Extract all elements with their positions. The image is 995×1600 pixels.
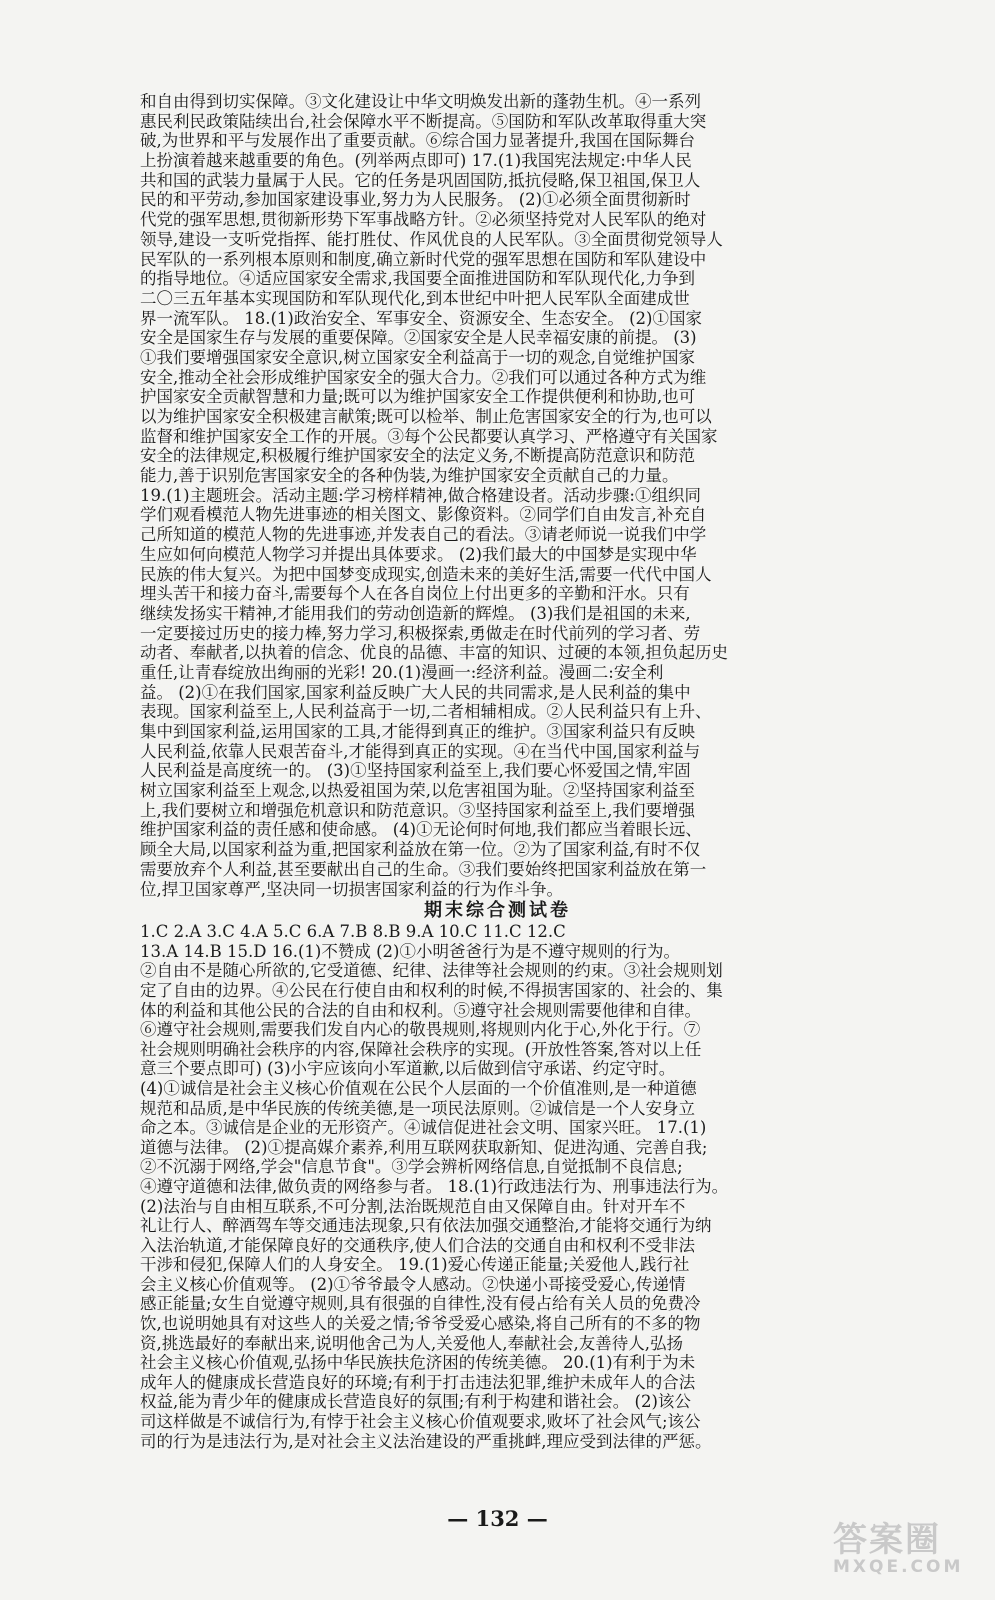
text-line: 干涉和侵犯,保障人们的人身安全。 19.(1)爱心传递正能量;关爱他人,践行社	[140, 1255, 690, 1275]
site-watermark-logo	[833, 1512, 973, 1582]
text-line: 顾全大局,以国家利益为重,把国家利益放在第一位。②为了国家利益,有时不仅	[140, 840, 701, 860]
text-line: ⑥遵守社会规则,需要我们发自内心的敬畏规则,将规则内化于心,外化于行。⑦	[140, 1020, 701, 1040]
exam-title: 期末综合测试卷	[424, 900, 571, 922]
text-line: 会主义核心价值观等。 (2)①爷爷最令人感动。②快递小哥接受爱心,传递情	[140, 1274, 686, 1294]
text-line: 惠民利民政策陆续出台,社会保障水平不断提高。⑤国防和军队改革取得重大突	[140, 111, 707, 131]
answer-section-final-exam	[140, 922, 855, 1451]
text-line: ②自由不是随心所欲的,它受道德、纪律、法律等社会规则的约束。③社会规则划	[140, 961, 723, 981]
text-line: (2)法治与自由相互联系,不可分割,法治既规范自由又保障自由。针对开车不	[140, 1196, 686, 1216]
text-line: ②不沉溺于网络,学会"信息节食"。③学会辨析网络信息,自觉抵制不良信息;	[140, 1157, 683, 1177]
text-line: 人民利益,依靠人民艰苦奋斗,才能得到真正的实现。④在当代中国,国家利益与	[140, 741, 701, 761]
text-line: 和自由得到切实保障。③文化建设让中华文明焕发出新的蓬勃生机。④一系列	[140, 92, 701, 111]
text-line: 1.C 2.A 3.C 4.A 5.C 6.A 7.B 8.B 9.A 10.C 11.C 12.C	[140, 922, 566, 942]
text-line: 共和国的武装力量属于人民。它的任务是巩固国防,抵抗侵略,保卫祖国,保卫人	[140, 170, 701, 190]
text-line: 维护国家利益的责任感和使命感。 (4)①无论何时何地,我们都应当着眼长远、	[140, 820, 702, 840]
text-line: 一定要接过历史的接力棒,努力学习,积极探索,勇做走在时代前列的学习者、劳	[140, 623, 701, 643]
text-line: ④遵守道德和法律,做负责的网络参与者。 18.(1)行政违法行为、刑事违法行为。	[140, 1176, 729, 1196]
text-line: 13.A 14.B 15.D 16.(1)不赞成 (2)①小明爸爸行为是不遵守规则的行为。	[140, 941, 680, 961]
text-line: 重任,让青春绽放出绚丽的光彩! 20.(1)漫画一:经济利益。漫画二:安全利	[140, 662, 664, 682]
page-number: — 132 —	[447, 1506, 548, 1531]
text-line: 益。 (2)①在我们国家,国家利益反映广大人民的共同需求,是人民利益的集中	[140, 682, 691, 702]
text-line: 护国家安全贡献智慧和力量;既可以为维护国家安全工作提供便利和协助,也可	[140, 387, 696, 407]
text-line: (4)①诚信是社会主义核心价值观在公民个人层面的一个价值准则,是一种道德	[140, 1078, 697, 1098]
text-line: 权益,能为青少年的健康成长营造良好的氛围;有利于构建和谐社会。 (2)该公	[140, 1392, 691, 1412]
text-line: 的指导地位。④适应国家安全需求,我国要全面推进国防和军队现代化,力争到	[140, 269, 695, 289]
text-line: 上,我们要树立和增强危机意识和防范意识。③坚持国家利益至上,我们要增强	[140, 800, 695, 820]
text-line: 民军队的一系列根本原则和制度,确立新时代党的强军思想在国防和军队建设中	[140, 249, 707, 269]
text-line: 司这样做是不诚信行为,有悖于社会主义核心价值观要求,败坏了社会风气;该公	[140, 1412, 701, 1432]
text-line: 领导,建设一支听党指挥、能打胜仗、作风优良的人民军队。③全面贯彻党领导人	[140, 229, 723, 249]
text-line: 安全,推动全社会形成维护国家安全的强大合力。②我们可以通过各种方式为维	[140, 367, 707, 387]
text-line: 需要放弃个人利益,甚至要献出自己的生命。③我们要始终把国家利益放在第一	[140, 859, 707, 879]
text-line: 意三个要点即可) (3)小宇应该向小军道歉,以后做到信守承诺、约定守时。	[140, 1059, 676, 1079]
text-line: 表现。国家利益至上,人民利益高于一切,二者相辅相成。②人民利益只有上升、	[140, 702, 712, 722]
text-line: 安全的法律规定,积极履行维护国家安全的法定义务,不断提高防范意识和防范	[140, 446, 695, 466]
text-line: 定了自由的边界。④公民在行使自由和权利的时候,不得损害国家的、社会的、集	[140, 980, 723, 1000]
text-line: ①我们要增强国家安全意识,树立国家安全利益高于一切的观念,自觉维护国家	[140, 347, 695, 367]
text-line: 能力,善于识别危害国家安全的各种伪装,为维护国家安全贡献自己的力量。	[140, 466, 679, 486]
text-line: 感正能量;女生自觉遵守规则,具有很强的自律性,没有侵占给有关人员的免费冷	[140, 1294, 701, 1314]
text-line: 继续发扬实干精神,才能用我们的劳动创造新的辉煌。 (3)我们是祖国的未来,	[140, 603, 691, 623]
text-line: 安全是国家生存与发展的重要保障。②国家安全是人民幸福安康的前提。 (3)	[140, 328, 697, 348]
text-line: 动者、奉献者,以执着的信念、优良的品德、丰富的知识、过硬的本领,担负起历史	[140, 643, 728, 663]
text-line: 规范和品质,是中华民族的传统美德,是一项民法原则。②诚信是一个人安身立	[140, 1098, 695, 1118]
text-line: 埋头苦干和接力奋斗,需要每个人在各自岗位上付出更多的辛勤和汗水。只有	[140, 584, 690, 604]
text-line: 代党的强军思想,贯彻新形势下军事战略方针。②必须坚持党对人民军队的绝对	[140, 210, 707, 230]
text-line: 位,捍卫国家尊严,坚决同一切损害国家利益的行为作斗争。	[140, 879, 563, 899]
answer-page	[140, 92, 855, 1451]
text-line: 饮,也说明她具有对这些人的关爱之情;爷爷受爱心感染,将自己所有的不多的物	[140, 1314, 701, 1334]
text-line: 二〇三五年基本实现国防和军队现代化,到本世纪中叶把人民军队全面建成世	[140, 288, 690, 308]
watermark-en-text: MXQE.COM	[833, 1557, 964, 1577]
text-line: 己所知道的模范人物的先进事迹,并发表自己的看法。③请老师说一说我们中学	[140, 525, 707, 545]
watermark-cn-text: 答案圈	[833, 1520, 941, 1560]
text-line: 监督和维护国家安全工作的开展。③每个公民都要认真学习、严格遵守有关国家	[140, 426, 718, 446]
text-line: 民族的伟大复兴。为把中国梦变成现实,创造未来的美好生活,需要一代代中国人	[140, 564, 712, 584]
text-line: 树立国家利益至上观念,以热爱祖国为荣,以危害祖国为耻。②坚持国家利益至	[140, 781, 695, 801]
text-line: 破,为世界和平与发展作出了重要贡献。⑥综合国力显著提升,我国在国际舞台	[140, 131, 695, 151]
text-line: 人民利益是高度统一的。 (3)①坚持国家利益至上,我们要心怀爱国之情,牢固	[140, 761, 691, 781]
text-line: 道德与法律。 (2)①提高媒介素养,利用互联网获取新知、促进沟通、完善自我;	[140, 1137, 708, 1157]
text-line: 上扮演着越来越重要的角色。(列举两点即可) 17.(1)我国宪法规定:中华人民	[140, 151, 692, 171]
text-line: 民的和平劳动,参加国家建设事业,努力为人民服务。 (2)①必须全面贯彻新时	[140, 190, 691, 210]
text-line: 学们观看模范人物先进事迹的相关图文、影像资料。②同学们自由发言,补充自	[140, 505, 707, 525]
text-line: 集中到国家利益,运用国家的工具,才能得到真正的维护。③国家利益只有反映	[140, 722, 695, 741]
text-line: 体的利益和其他公民的合法的自由和权利。⑤遵守社会规则需要他律和自律。	[140, 1000, 701, 1020]
answer-section-unit	[140, 92, 855, 899]
text-line: 司的行为是违法行为,是对社会主义法治建设的严重挑衅,理应受到法律的严惩。	[140, 1431, 712, 1451]
text-line: 生应如何向模范人物学习并提出具体要求。 (2)我们最大的中国梦是实现中华	[140, 544, 697, 564]
text-line: 以为维护国家安全积极建言献策;既可以检举、制止危害国家安全的行为,也可以	[140, 407, 712, 426]
text-line: 界一流军队。 18.(1)政治安全、军事安全、资源安全、生态安全。 (2)①国家	[140, 308, 702, 328]
text-line: 入法治轨道,才能保障良好的交通秩序,使人们合法的交通自由和权利不受非法	[140, 1235, 695, 1255]
text-line: 19.(1)主题班会。活动主题:学习榜样精神,做合格建设者。活动步骤:①组织同	[140, 485, 701, 505]
text-line: 社会主义核心价值观,弘扬中华民族扶危济困的传统美德。 20.(1)有利于为未	[140, 1353, 696, 1373]
text-line: 命之本。③诚信是企业的无形资产。④诚信促进社会文明、国家兴旺。 17.(1)	[140, 1118, 707, 1138]
text-line: 资,挑选最好的奉献出来,说明他舍己为人,关爱他人,奉献社会,友善待人,弘扬	[140, 1333, 683, 1353]
text-line: 礼让行人、醉酒驾车等交通违法现象,只有依法加强交通整治,才能将交通行为纳	[140, 1216, 712, 1236]
text-line: 成年人的健康成长营造良好的环境;有利于打击违法犯罪,维护未成年人的合法	[140, 1372, 696, 1392]
text-line: 社会规则明确社会秩序的内容,保障社会秩序的实现。(开放性答案,答对以上任	[140, 1039, 702, 1059]
